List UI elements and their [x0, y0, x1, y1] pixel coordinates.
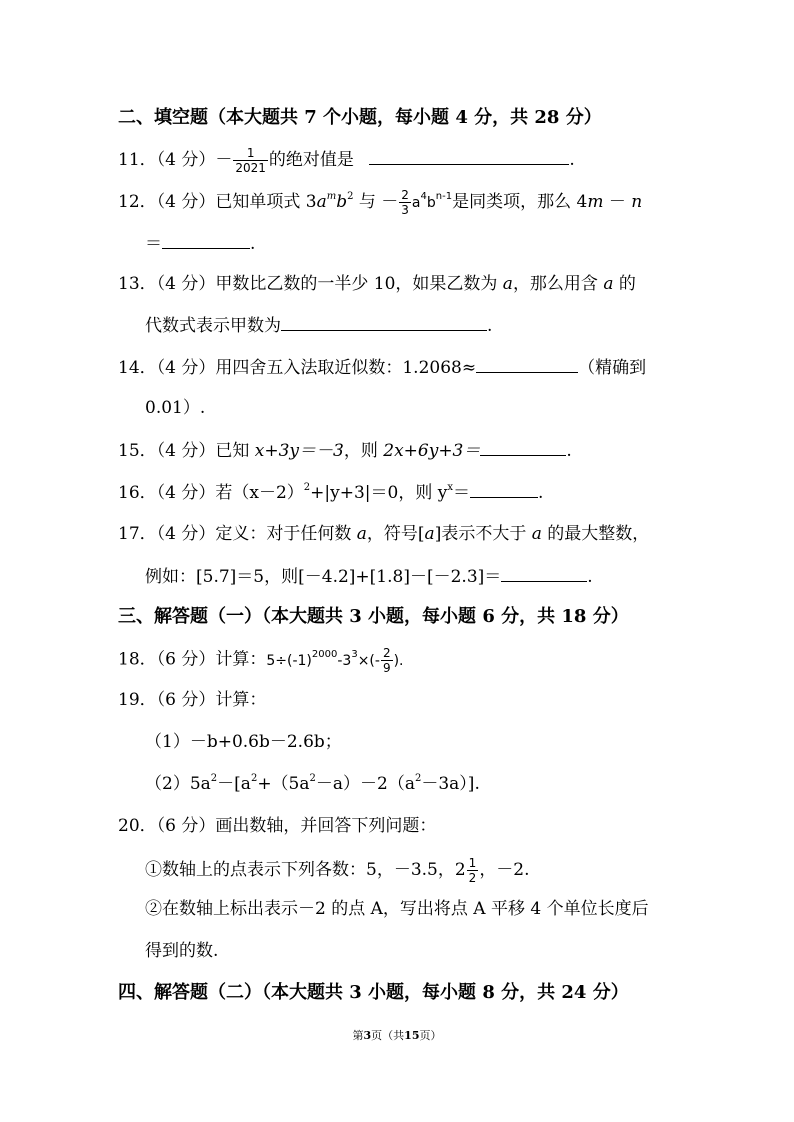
q11-neg: － — [215, 150, 233, 170]
question-14 — [118, 356, 646, 379]
question-16 — [118, 481, 543, 504]
question-17-line2 — [145, 565, 593, 588]
q15-mid: ，则 — [343, 441, 384, 461]
q18-fraction: $\frac{2}{9}$ — [382, 646, 391, 675]
q14-line1: 14．（4 分）用四舍五入法取近似数：1.2068≈ — [118, 358, 477, 378]
q15-expression: 2x+6y+3＝ — [383, 441, 481, 461]
q16-mid: +|y+3|＝0，则 y — [310, 483, 448, 503]
q11-prefix: 11．（4 分） — [118, 150, 216, 170]
q18-prefix: 18．（6 分）计算： — [118, 649, 267, 670]
q16-exp: x — [447, 482, 453, 493]
question-19-part1: （1）－b+0.6b－2.6b； — [145, 732, 342, 752]
question-19-part2: $(2)5a^2-[a^2+(5a^2-a)-2(a^2-3a)]$. — [145, 773, 480, 794]
question-18 — [118, 646, 404, 675]
question-20-part2-line2: 得到的数. — [145, 941, 219, 961]
q13-var-a2: a — [603, 274, 614, 294]
q17-answer-blank[interactable] — [501, 565, 587, 582]
q13-line2: 代数式表示甲数为 — [145, 316, 281, 336]
q11-end: . — [569, 150, 575, 170]
section-2-heading: 二、填空题（本大题共 7 个小题，每小题 4 分，共 28 分） — [118, 107, 602, 128]
question-12-line2 — [145, 232, 255, 255]
q11-text: 的绝对值是 — [268, 150, 354, 170]
q12-fraction — [399, 188, 411, 217]
question-13 — [118, 273, 636, 295]
q17-line1: 17．（4 分）定义：对于任何数 — [118, 524, 357, 544]
q12-minus: － — [608, 192, 626, 212]
q17-end: . — [587, 567, 593, 587]
q15-answer-blank[interactable] — [480, 439, 566, 456]
q12-expr2: $a^4b^{n-1}$ — [411, 191, 453, 211]
question-15 — [118, 439, 572, 462]
question-20: 20．（6 分）画出数轴，并回答下列问题： — [118, 816, 437, 836]
q15-end: . — [566, 441, 572, 461]
q12-fnum: 2 — [401, 188, 409, 202]
q15-prefix: 15．（4 分）已知 — [118, 441, 255, 461]
q11-num: 1 — [233, 146, 268, 161]
section-3-heading: 三、解答题（一）（本大题共 3 小题，每小题 6 分，共 18 分） — [118, 606, 629, 627]
q16-prefix: 16．（4 分）若（x－2） — [118, 483, 304, 503]
q13-end: . — [487, 316, 493, 336]
q12-equals: ＝ — [145, 234, 162, 254]
q13-var-a: a — [502, 274, 513, 294]
question-17 — [118, 523, 649, 545]
question-14-line2: 0.01）. — [145, 398, 206, 418]
question-19: 19．（6 分）计算： — [118, 690, 267, 710]
q12-var-n: n — [631, 192, 643, 212]
q11-den: 2021 — [235, 161, 266, 175]
q16-end: . — [537, 483, 544, 503]
q11-fraction — [233, 146, 268, 175]
question-12 — [118, 188, 642, 217]
q12-answer-blank[interactable] — [162, 232, 250, 249]
q12-end: . — [250, 234, 256, 254]
q12-prefix: 12．（4 分）已知单项式 3 — [118, 192, 317, 212]
q12-var-a: a — [316, 192, 327, 212]
section-4-heading: 四、解答题（二）（本大题共 3 小题，每小题 8 分，共 24 分） — [118, 982, 629, 1003]
q17-var-a2: a — [424, 524, 435, 544]
page-number: 3 — [363, 1029, 372, 1042]
question-20-part1: ①数轴上的点表示下列各数：5，－3.5，2 $\frac{1}{2}$ ，－2. — [145, 856, 530, 885]
q12-var-m: m — [587, 192, 604, 212]
q13-line1-tail: ，那么用含 — [512, 274, 604, 294]
q16-eq: ＝ — [452, 483, 470, 503]
q17-var-a3: a — [531, 524, 542, 544]
page-total: 15 — [404, 1029, 420, 1042]
q17-var-a: a — [356, 524, 367, 544]
q13-line1: 13．（4 分）甲数比乙数的一半少 10，如果乙数为 — [118, 274, 503, 294]
question-13-line2 — [145, 314, 492, 337]
q17-line2: 例如：[5.7]＝5，则[－4.2]+[1.8]－[－2.3]＝ — [145, 567, 502, 587]
q12-exp-m: m — [326, 191, 337, 202]
q15-equation: x+3y＝－3 — [254, 441, 344, 461]
q18-expression: $5\div(-1)^{2000}-3^3\times(-$ $\frac{2}{9}$ ). — [266, 646, 404, 675]
q14-line1-tail: （精确到 — [578, 358, 647, 378]
q12-var-b: b — [336, 192, 348, 212]
q17-line1-end: 的最大整数， — [541, 524, 650, 544]
q12-exp-2: 2 — [347, 191, 354, 202]
q17-line1-mid2: ]表示不大于 — [434, 524, 532, 544]
q16-answer-blank[interactable] — [470, 481, 538, 498]
q13-answer-blank[interactable] — [281, 314, 487, 331]
page-footer: 第3页（共15页） — [352, 1029, 442, 1042]
q11-answer-blank[interactable] — [369, 148, 569, 165]
q16-sq: 2 — [303, 482, 311, 493]
q13-line1-end: 的 — [613, 274, 636, 294]
question-20-part2-line1: ②在数轴上标出表示－2 的点 A，写出将点 A 平移 4 个单位长度后 — [145, 899, 649, 919]
q12-tail: 是同类项，那么 4 — [452, 192, 588, 212]
q12-mid: 与 － — [353, 192, 399, 212]
question-11 — [118, 146, 575, 175]
q17-line1-mid: ，符号[ — [366, 524, 425, 544]
q12-fden: 3 — [401, 203, 409, 217]
q20-fraction: $\frac{1}{2}$ — [468, 856, 477, 885]
q14-answer-blank[interactable] — [476, 356, 578, 373]
